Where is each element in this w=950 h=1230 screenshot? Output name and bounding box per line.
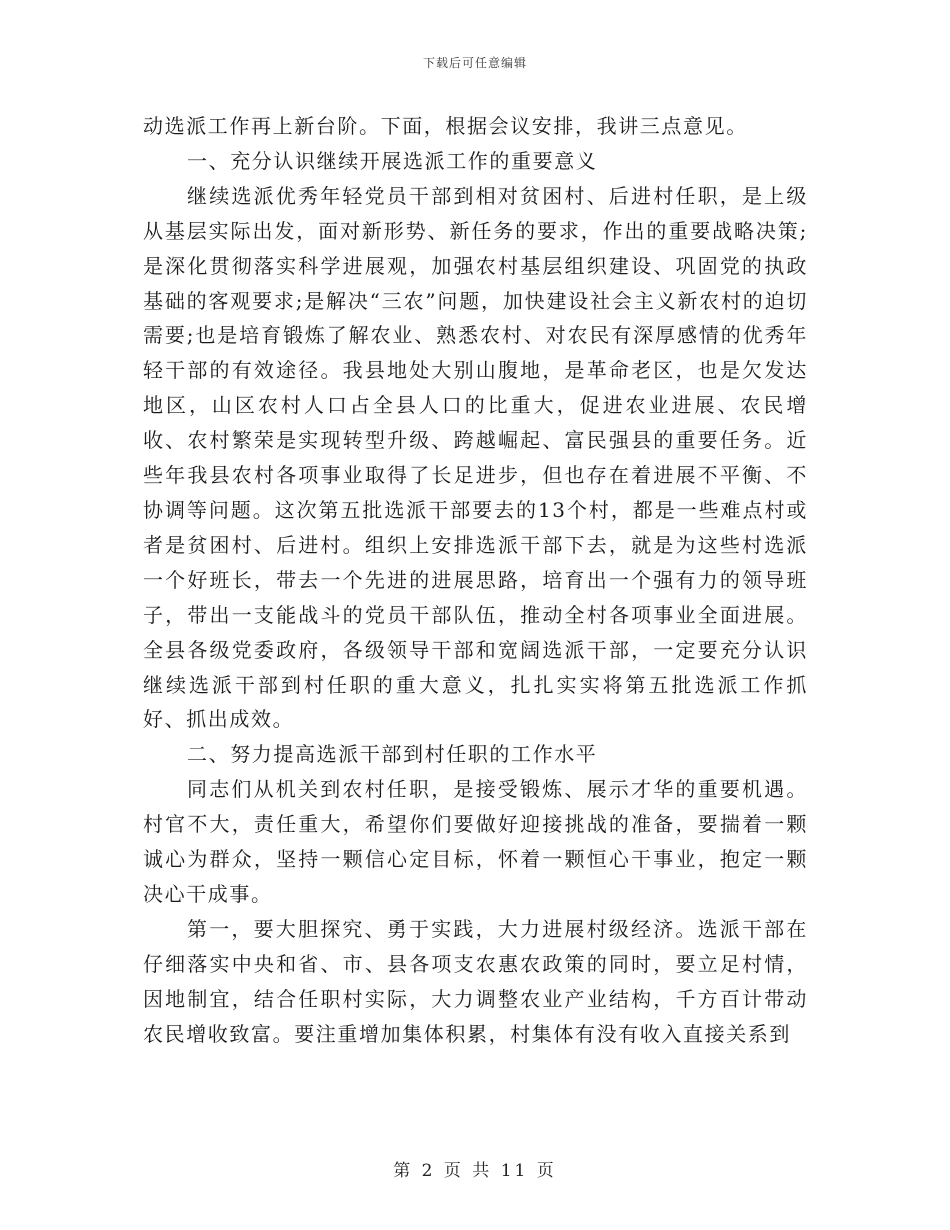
paragraph-continuation: 动选派工作再上新台阶。下面，根据会议安排，我讲三点意见。	[143, 114, 748, 138]
paragraph-opportunity: 同志们从机关到农村任职，是接受锻炼、展示才华的重要机遇。村官不大，责任重大，希望你们要做好迎接挑战的准备，要揣着一颗诚心为群众，坚持一颗信心定目标，怀着一颗恒心干事业，抱定一颗决心干成事。	[143, 777, 808, 906]
section-heading-1: 一、充分认识继续开展选派工作的重要意义	[187, 148, 598, 173]
page-header-note: 下载后可任意编辑	[422, 56, 527, 70]
page-number-footer: 第 2 页 共 11 页	[393, 1161, 557, 1181]
paragraph-first-point: 第一，要大胆探究、勇于实践，大力进展村级经济。选派干部在仔细落实中央和省、市、县各项支农惠农政策的同时，要立足村情，因地制宜，结合任职村实际，大力调整农业产业结构，千方百计带动农民增收致富。要注重增加集体积累，村集体有没有收入直接关系到	[143, 916, 808, 1046]
document-body	[143, 109, 808, 1051]
paragraph-significance: 继续选派优秀年轻党员干部到相对贫困村、后进村任职，是上级从基层实际出发，面对新形势、新任务的要求，作出的重要战略决策;是深化贯彻落实科学进展观，加强农村基层组织建设、巩固党的执政基础的客观要求;是解决“三农”问题，加快建设社会主义新农村的迫切需要;也是培育锻炼了解农业、熟悉农村、对农民有深厚感情的优秀年轻干部的有效途径。我县地处大别山腹地，是革命老区，也是欠发达地区，山区农村人口占全县人口的比重大，促进农业进展、农民增收、农村繁荣是实现转型升级、跨越崛起、富民强县的重要任务。近些年我县农村各项事业取得了长足进步，但也存在着进展不平衡、不协调等问题。这次第五批选派干部要去的13个村，都是一些难点村或者是贫困村、后进村。组织上安排选派干部下去，就是为这些村选派一个好班长，带去一个先进的进展思路，培育出一个强有力的领导班子，带出一支能战斗的党员干部队伍，推动全村各项事业全面进展。全县各级党委政府，各级领导干部和宽阔选派干部，一定要充分认识继续选派干部到村任职的重大意义，扎扎实实将第五批选派工作抓好、抓出成效。	[143, 183, 808, 732]
section-heading-2: 二、努力提高选派干部到村任职的工作水平	[187, 742, 598, 767]
